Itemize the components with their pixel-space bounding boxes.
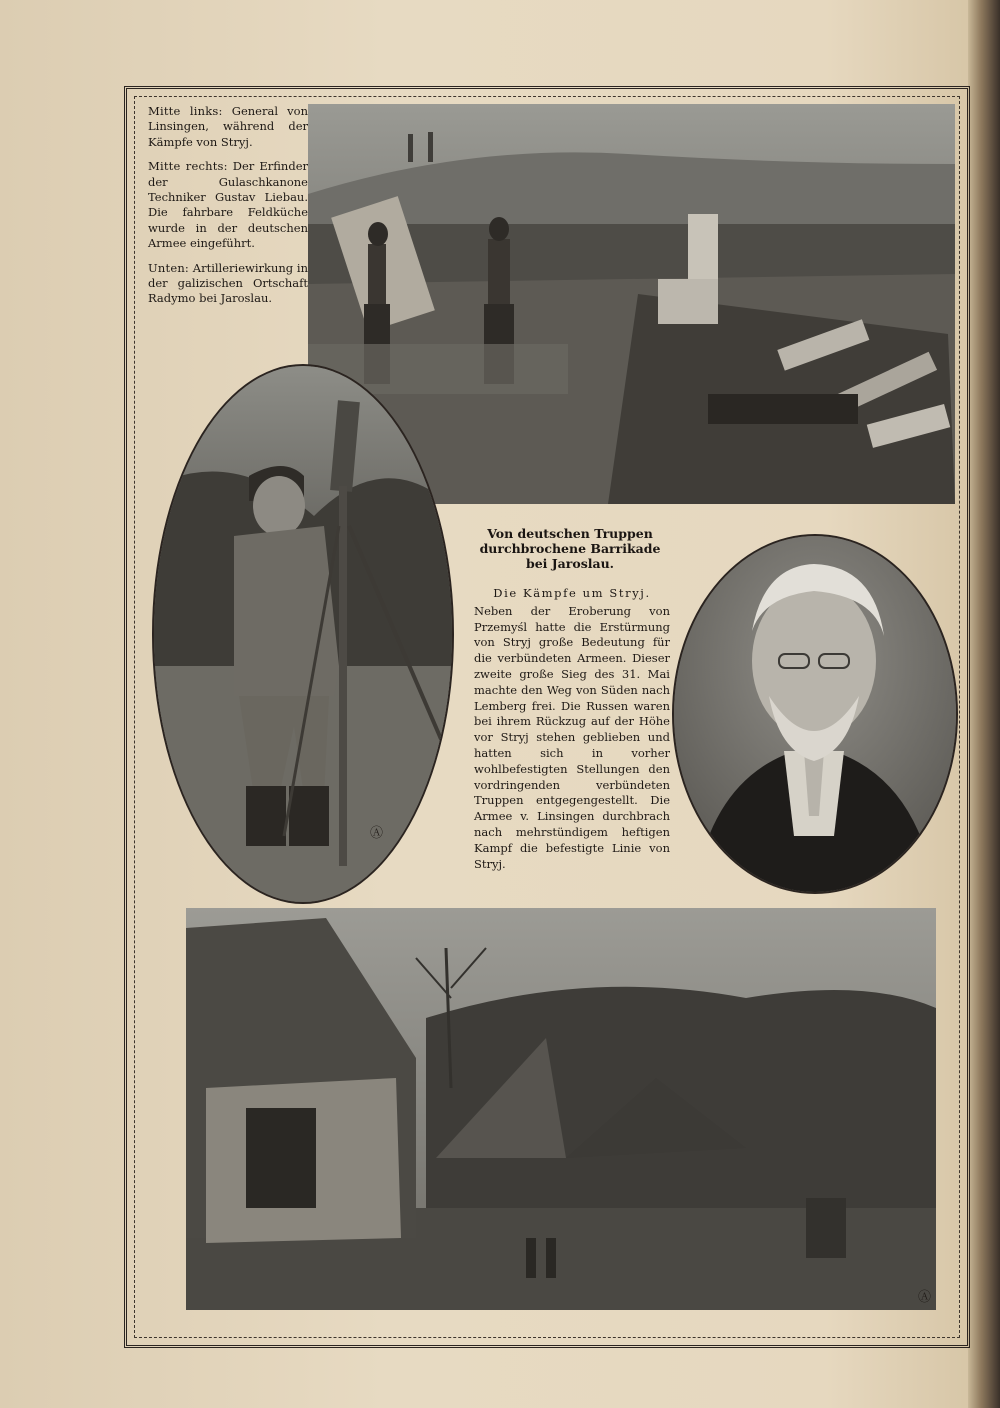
headline-line-1: Von deutschen Truppen — [487, 526, 653, 541]
photo-captions — [148, 104, 308, 316]
caption-mitte-rechts — [148, 159, 308, 251]
caption-text: General von Linsingen, während der Kämpfe von Stryj. — [148, 104, 308, 149]
headline-line-3: bei Jaroslau. — [525, 556, 615, 571]
photo-gustav-liebau — [672, 534, 958, 894]
caption-mitte-links — [148, 104, 308, 150]
book-spine — [968, 0, 1000, 1408]
article-body: Neben der Eroberung von Przemyśl hatte die Erstürmung von Stryj große Bedeutung für die verbündeten Armeen. Dieser zweite große Sieg des 31. Mai machte den Weg von Süden nach Lemberg frei. Die Russen waren bei ihrem Rückzug auf der Höhe vor Stryj stehen geblieben und hatten sich in vorher wohlbefestigten Stellungen den vordringenden verbündeten Truppen entgegengestellt. Die Armee v. Linsingen durchbrach nach mehrstündigem heftigen Kampf die befestigte Linie von Stryj. — [474, 603, 670, 871]
article-kampfe-um-stryj — [474, 586, 670, 872]
headline-line-2: durchbrochene Barrikade — [479, 541, 661, 556]
caption-text: Der Erfinder der Gulaschkanone Techniker Gustav Liebau. Die fahrbare Feldküche wurde in der deutschen Armee eingeführt. — [148, 159, 308, 251]
photo-credit-monogram: Ⓐ — [918, 1290, 932, 1305]
article-title: Die Kämpfe um Stryj. — [493, 586, 651, 600]
caption-lead: Mitte links: — [148, 104, 223, 118]
headline-barricade — [470, 526, 670, 571]
photo-general-linsingen — [152, 364, 454, 904]
photo-credit-monogram: Ⓐ — [370, 826, 384, 841]
caption-unten — [148, 261, 308, 307]
caption-text: Artilleriewirkung in der galizischen Ortschaft Radymo bei Jaroslau. — [148, 260, 308, 306]
caption-lead: Mitte rechts: — [148, 159, 228, 174]
caption-lead: Unten: — [148, 260, 190, 275]
photo-radymo-ruins — [186, 908, 936, 1310]
